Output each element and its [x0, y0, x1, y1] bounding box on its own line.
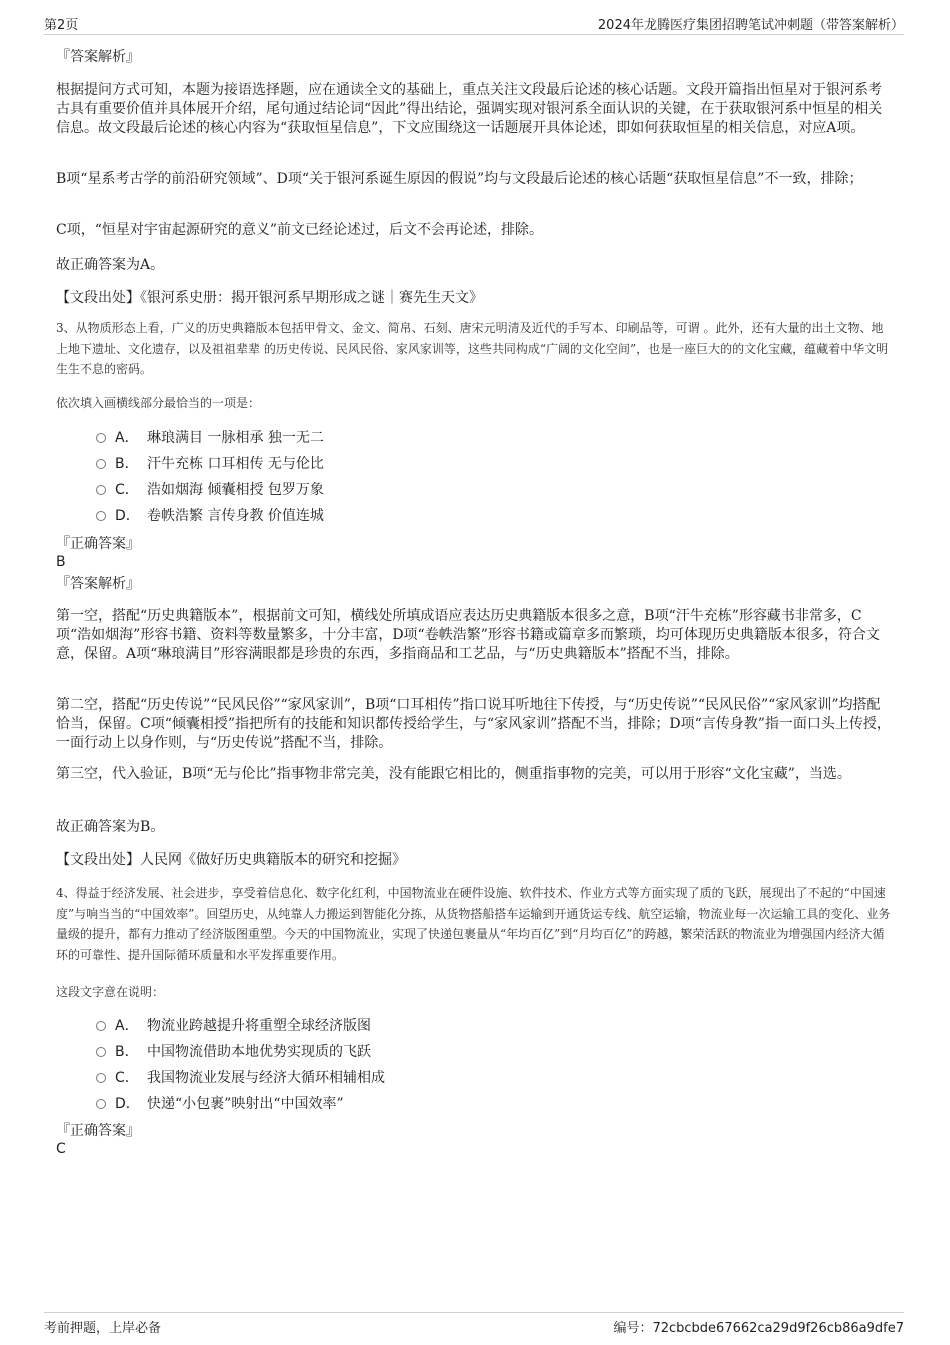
- q3-option-c[interactable]: [96, 480, 324, 500]
- q3-option-b[interactable]: [96, 454, 324, 474]
- q3-answer: B: [56, 554, 66, 570]
- q3-source: 【文段出处】人民网《做好历史典籍版本的研究和挖掘》: [56, 852, 406, 868]
- option-label: C．: [115, 1070, 139, 1086]
- radio-icon[interactable]: [96, 459, 106, 469]
- option-text: 快递“小包裹”映射出“中国效率”: [147, 1096, 344, 1112]
- q3-analysis-p4: 故正确答案为B。: [56, 819, 165, 835]
- page-header: [44, 14, 904, 35]
- option-label: B．: [115, 1044, 139, 1060]
- q4-stem: 4、得益于经济发展、社会进步，享受着信息化、数字化红利，中国物流业在硬件设施、软件技术、作业方式等方面实现了质的飞跃，展现出了不起的“中国速度”与响当当的“中国效率”。回望历史，从纯靠人力搬运到智能化分拣，从货物搭船搭车运输到开通货运专线、航空运输，物流业每一次运输工具的变化、业务量级的提升，都有力推动了经济版图重塑。今天的中国物流业，实现了快递包裹量从“年均百亿”到“月均百亿”的跨越，繁荣活跃的物流业为增强国内经济大循环的可靠性、提升国际循环质量和水平发挥重要作用。: [56, 886, 891, 962]
- q4-answer-label: 『正确答案』: [56, 1123, 140, 1139]
- q2-analysis-p1: 根据提问方式可知，本题为接语选择题，应在通读全文的基础上，重点关注文段最后论述的核心话题。文段开篇指出恒星对于银河系考古具有重要价值并具体展开介绍，尾句通过结论词“因此”得出结论，强调实现对银河系全面认识的关键，在于获取银河系中恒星的相关信息。故文段最后论述的核心内容为“获取恒星信息”，下文应围绕这一话题展开具体论述，即如何获取恒星的相关信息，对应A项。: [56, 82, 883, 136]
- q3-option-a[interactable]: [96, 428, 324, 448]
- q2-analysis-p3: C项，“恒星对宇宙起源研究的意义”前文已经论述过，后文不会再论述，排除。: [56, 222, 544, 238]
- option-text: 汗牛充栋 口耳相传 无与伦比: [147, 456, 324, 472]
- radio-icon[interactable]: [96, 1099, 106, 1109]
- q4-option-c[interactable]: [96, 1068, 385, 1088]
- q2-analysis-p4: 故正确答案为A。: [56, 257, 165, 273]
- radio-icon[interactable]: [96, 1047, 106, 1057]
- q4-option-d[interactable]: [96, 1094, 344, 1114]
- q4-prompt: 这段文字意在说明：: [56, 985, 165, 999]
- q3-answer-label: 『正确答案』: [56, 536, 140, 552]
- option-text: 琳琅满目 一脉相承 独一无二: [147, 430, 324, 446]
- document-code: 编号：72cbcbde67662ca29d9f26cb86a9dfe7: [613, 1321, 904, 1336]
- document-title: 2024年龙腾医疗集团招聘笔试冲刺题（带答案解析）: [597, 18, 904, 33]
- q4-option-b[interactable]: [96, 1042, 371, 1062]
- footer-slogan: 考前押题，上岸必备: [44, 1321, 162, 1336]
- q4-option-a[interactable]: [96, 1016, 371, 1036]
- page-footer: [44, 1312, 904, 1337]
- option-label: C．: [115, 482, 139, 498]
- option-text: 中国物流借助本地优势实现质的飞跃: [147, 1044, 371, 1060]
- q2-analysis-label: 『答案解析』: [56, 49, 140, 65]
- option-label: B．: [115, 456, 139, 472]
- option-text: 浩如烟海 倾囊相授 包罗万象: [147, 482, 324, 498]
- option-text: 物流业跨越提升将重塑全球经济版图: [147, 1018, 371, 1034]
- option-label: D．: [115, 1096, 140, 1112]
- radio-icon[interactable]: [96, 433, 106, 443]
- page-number: 第2页: [44, 18, 79, 33]
- option-text: 我国物流业发展与经济大循环相辅相成: [147, 1070, 385, 1086]
- q3-analysis-label: 『答案解析』: [56, 576, 140, 592]
- q3-prompt: 依次填入画横线部分最恰当的一项是：: [56, 396, 261, 410]
- option-label: A．: [115, 430, 139, 446]
- q2-source: 【文段出处】《银河系史册：揭开银河系早期形成之谜｜赛先生天文》: [56, 290, 483, 306]
- radio-icon[interactable]: [96, 511, 106, 521]
- option-label: D．: [115, 508, 140, 524]
- option-label: A．: [115, 1018, 139, 1034]
- q2-analysis-p2: B项“星系考古学的前沿研究领域”、D项“关于银河系诞生原因的假说”均与文段最后论述的核心话题“获取恒星信息”不一致，排除；: [56, 171, 863, 187]
- radio-icon[interactable]: [96, 1021, 106, 1031]
- option-text: 卷帙浩繁 言传身教 价值连城: [147, 508, 324, 524]
- q3-stem: 3、从物质形态上看，广义的历史典籍版本包括甲骨文、金文、简帛、石刻、唐宋元明清及近代的手写本、印刷品等，可谓 。此外，还有大量的出土文物、地上地下遗址、文化遗存，以及祖祖辈辈 的历史传说、民风民俗、家风家训等，这些共同构成“广阔的文化空间”，也是一座巨大的的文化宝藏，蕴藏着中华文明生生不息的密码。: [56, 321, 889, 376]
- q4-answer: C: [56, 1141, 66, 1157]
- q3-analysis-p1: 第一空，搭配“历史典籍版本”，根据前文可知，横线处所填成语应表达历史典籍版本很多之意，B项“汗牛充栋”形容藏书非常多，C项“浩如烟海”形容书籍、资料等数量繁多，十分丰富，D项“卷帙浩繁”形容书籍或篇章多而繁琐，均可体现历史典籍版本很多，符合文意，保留。A项“琳琅满目”形容满眼都是珍贵的东西，多指商品和工艺品，与“历史典籍版本”搭配不当，排除。: [56, 608, 880, 662]
- radio-icon[interactable]: [96, 1073, 106, 1083]
- q3-analysis-p3: 第三空，代入验证，B项“无与伦比”指事物非常完美，没有能跟它相比的，侧重指事物的完美，可以用于形容“文化宝藏”，当选。: [56, 766, 851, 782]
- radio-icon[interactable]: [96, 485, 106, 495]
- q3-analysis-p2: 第二空，搭配“历史传说”“民风民俗”“家风家训”，B项“口耳相传”指口说耳听地往下传授，与“历史传说”“民风民俗”“家风家训”均搭配恰当，保留。C项“倾囊相授”指把所有的技能和知识都传授给学生，与“家风家训”搭配不当，排除；D项“言传身教”指一面口头上传授，一面行动上以身作则，与“历史传说”搭配不当，排除。: [56, 697, 891, 751]
- q3-option-d[interactable]: [96, 506, 324, 526]
